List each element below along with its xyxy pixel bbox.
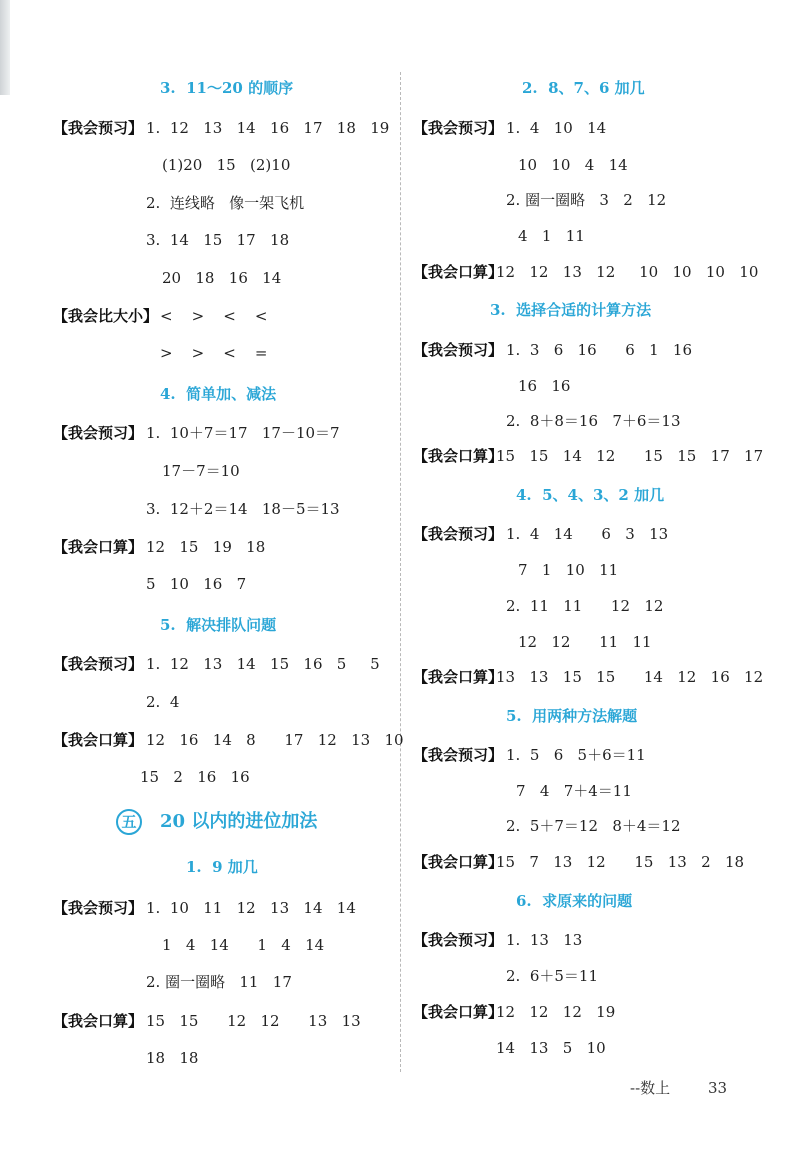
- section-title-3-right: 3. 选择合适的计算方法: [490, 301, 652, 319]
- answer-line: 2. 8＋8＝16 7＋6＝13: [506, 412, 681, 430]
- preview-tag: 【我会预习】: [413, 746, 504, 764]
- answer-line: 1. 4 10 14: [506, 119, 607, 137]
- page-number: 33: [708, 1079, 728, 1097]
- preview-tag: 【我会预习】: [53, 899, 144, 917]
- oral-tag: 【我会口算】: [413, 447, 504, 465]
- section-title-6-right: 6. 求原来的问题: [516, 892, 633, 910]
- answer-line: 12 15 19 18: [146, 538, 266, 556]
- oral-tag: 【我会口算】: [53, 731, 144, 749]
- answer-line: 7 1 10 11: [518, 561, 619, 579]
- answer-line: 10 10 4 14: [518, 156, 628, 174]
- answer-line: 2. 4: [146, 693, 180, 711]
- answer-line: 20 18 16 14: [162, 269, 282, 287]
- footer-subject: --数上: [630, 1079, 671, 1097]
- oral-tag: 【我会口算】: [413, 853, 504, 871]
- answer-line: 12 12 12 19: [496, 1003, 616, 1021]
- answer-line: 7 4 7＋4＝11: [516, 782, 632, 800]
- answer-line: 4 1 11: [518, 227, 585, 245]
- answer-line: < > < <: [160, 307, 268, 325]
- answer-line: 1. 10 11 12 13 14 14: [146, 899, 356, 917]
- answer-line: 12 16 14 8 17 12 13 10: [146, 731, 404, 749]
- answer-line: 2. 6＋5＝11: [506, 967, 599, 985]
- answer-line: 1. 5 6 5＋6＝11: [506, 746, 646, 764]
- answer-line: 2. 5＋7＝12 8＋4＝12: [506, 817, 681, 835]
- oral-tag: 【我会口算】: [413, 668, 504, 686]
- answer-line: 2. 11 11 12 12: [506, 597, 664, 615]
- column-divider: [400, 72, 401, 1072]
- section-title-2-right: 2. 8、7、6 加几: [522, 79, 645, 97]
- answer-line: (1)20 15 (2)10: [162, 156, 291, 174]
- answer-line: 15 15 14 12 15 15 17 17: [496, 447, 764, 465]
- answer-line: 3. 12＋2＝14 18－5＝13: [146, 500, 340, 518]
- answer-line: 2. 圈一圈略 3 2 12: [506, 191, 667, 209]
- answer-line: 1. 12 13 14 16 17 18 19: [146, 119, 390, 137]
- scan-edge-mark: [0, 0, 10, 95]
- answer-line: 1 4 14 1 4 14: [162, 936, 325, 954]
- preview-tag: 【我会预习】: [413, 341, 504, 359]
- preview-tag: 【我会预习】: [413, 931, 504, 949]
- answer-line: 18 18: [146, 1049, 199, 1067]
- unit-number-badge: 五: [116, 809, 142, 835]
- preview-tag: 【我会预习】: [413, 119, 504, 137]
- section-title-4-right: 4. 5、4、3、2 加几: [516, 486, 665, 504]
- oral-tag: 【我会口算】: [53, 538, 144, 556]
- section-title-5-left: 5. 解决排队问题: [160, 616, 277, 634]
- section-title-3-left: 3. 11～20 的顺序: [160, 79, 294, 97]
- oral-tag: 【我会口算】: [413, 1003, 504, 1021]
- oral-tag: 【我会口算】: [53, 1012, 144, 1030]
- answer-line: 1. 3 6 16 6 1 16: [506, 341, 693, 359]
- answer-line: 12 12 11 11: [518, 633, 652, 651]
- preview-tag: 【我会预习】: [53, 655, 144, 673]
- answer-line: 16 16: [518, 377, 571, 395]
- answer-line: > > < =: [160, 344, 268, 362]
- answer-line: 1. 10＋7＝17 17－10＝7: [146, 424, 340, 442]
- preview-tag: 【我会预习】: [413, 525, 504, 543]
- answer-line: 17－7＝10: [162, 462, 240, 480]
- answer-line: 12 12 13 12 10 10 10 10: [496, 263, 759, 281]
- preview-tag: 【我会预习】: [53, 119, 144, 137]
- compare-tag: 【我会比大小】: [53, 307, 159, 325]
- answer-line: 1. 4 14 6 3 13: [506, 525, 669, 543]
- unit-title: 20 以内的进位加法: [160, 811, 318, 832]
- answer-line: 5 10 16 7: [146, 575, 247, 593]
- section-title-5-right: 5. 用两种方法解题: [506, 707, 638, 725]
- section-title-4-left: 4. 简单加、减法: [160, 385, 277, 403]
- answer-line: 13 13 15 15 14 12 16 12: [496, 668, 764, 686]
- answer-line: 15 15 12 12 13 13: [146, 1012, 361, 1030]
- answer-line: 2. 圈一圈略 11 17: [146, 973, 292, 991]
- answer-line: 3. 14 15 17 18: [146, 231, 290, 249]
- answer-line: 15 7 13 12 15 13 2 18: [496, 853, 745, 871]
- answer-line: 1. 12 13 14 15 16 5 5: [146, 655, 380, 673]
- answer-line: 2. 连线略 像一架飞机: [146, 194, 305, 212]
- preview-tag: 【我会预习】: [53, 424, 144, 442]
- section-title-1-left: 1. 9 加几: [186, 858, 258, 876]
- answer-line: 15 2 16 16: [140, 768, 250, 786]
- answer-line: 14 13 5 10: [496, 1039, 606, 1057]
- answer-line: 1. 13 13: [506, 931, 583, 949]
- oral-tag: 【我会口算】: [413, 263, 504, 281]
